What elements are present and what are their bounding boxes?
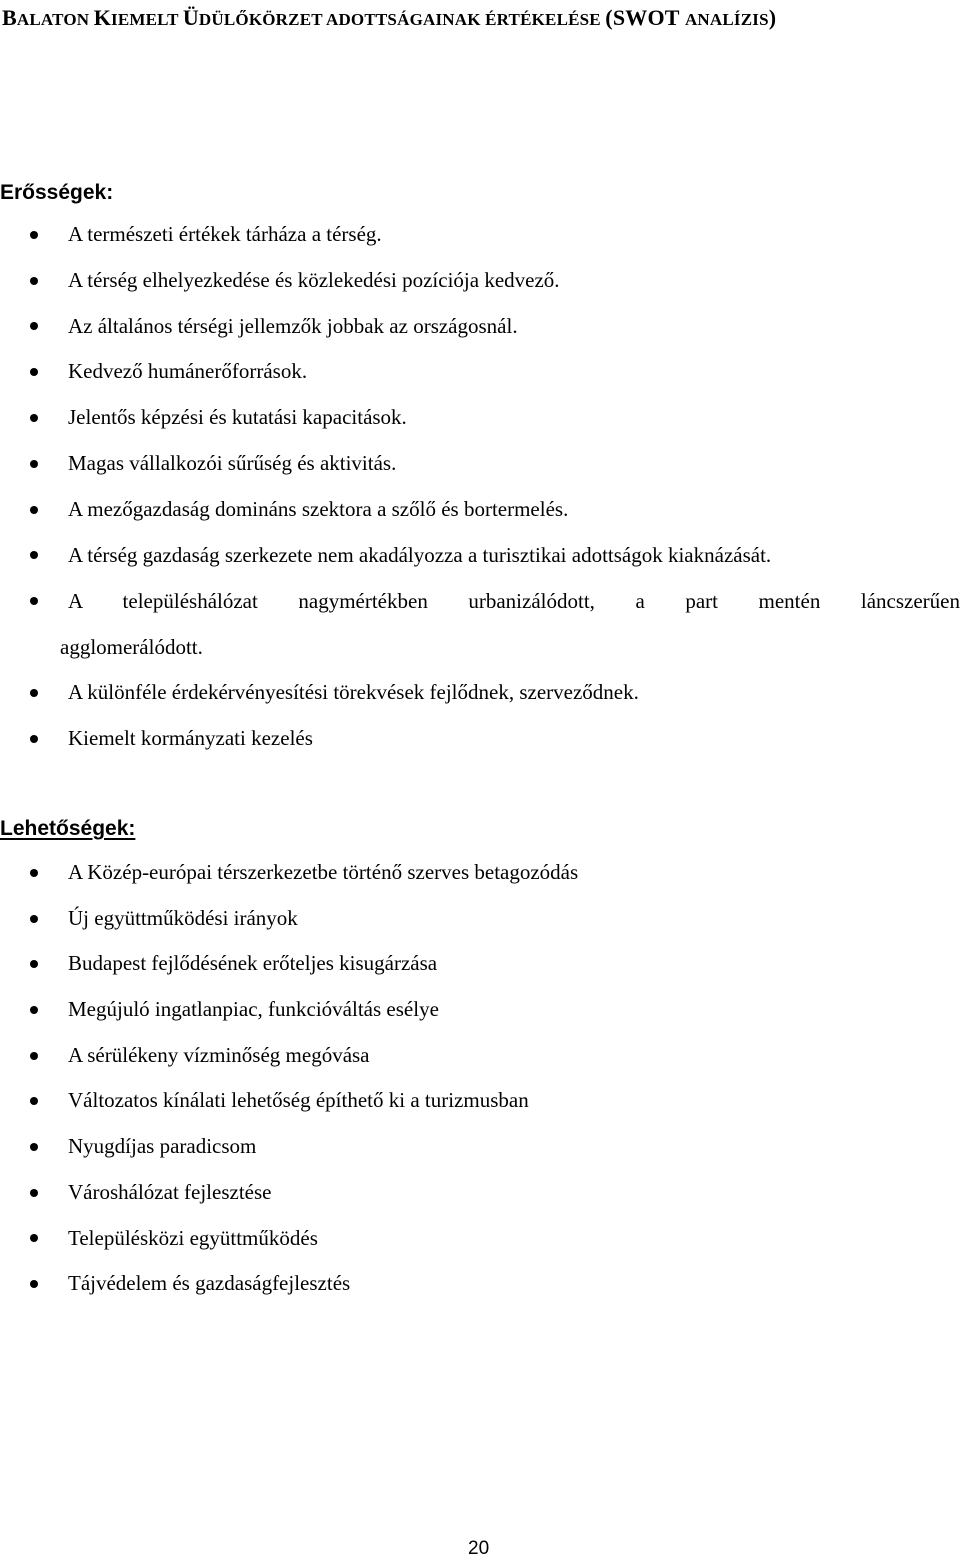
list-item-text: A térség elhelyezkedése és közlekedési pozíciója kedvező. [68, 267, 560, 292]
list-item-text: Budapest fejlődésének erőteljes kisugárzása [68, 951, 438, 976]
bullet-icon [30, 689, 38, 697]
opportunities-heading-text: Lehetőségek: [0, 817, 136, 840]
bullet-icon [30, 960, 38, 968]
bullet-icon [30, 460, 38, 468]
list-item-text: Kedvező humánerőforrások. [68, 359, 308, 384]
page-number: 20 [468, 1538, 490, 1559]
bullet-icon [30, 322, 38, 330]
list-item-text: Városhálózat fejlesztése [68, 1179, 272, 1204]
list-item [0, 1261, 960, 1307]
list-item-text: Településközi együttműködés [68, 1225, 318, 1250]
list-item [0, 670, 960, 716]
list-item-text: Jelentős képzési és kutatási kapacitások. [68, 405, 407, 430]
bullet-icon [30, 735, 38, 743]
list-item-text: Megújuló ingatlanpiac, funkcióváltás esélye [68, 997, 439, 1022]
bullet-icon [30, 869, 38, 877]
strengths-heading: Erősségek: [0, 181, 114, 204]
title-part: K [93, 5, 112, 30]
list-item-text: Kiemelt kormányzati kezelés [68, 726, 313, 751]
bullet-icon [30, 1097, 38, 1105]
bullet-icon [30, 1006, 38, 1014]
list-item-text: A mezőgazdaság domináns szektora a szőlő és bortermelés. [68, 496, 569, 521]
page-title [2, 5, 776, 31]
bullet-icon [30, 414, 38, 422]
list-item [0, 212, 960, 258]
list-item [0, 349, 960, 395]
list-item [0, 1170, 960, 1216]
list-item [0, 578, 960, 670]
title-part: B [2, 5, 17, 30]
list-item-text: Nyugdíjas paradicsom [68, 1134, 257, 1159]
list-item [0, 1078, 960, 1124]
list-item [0, 1033, 960, 1079]
list-item-text: Tájvédelem és gazdaságfejlesztés [68, 1271, 351, 1296]
opportunities-list [0, 850, 960, 1307]
title-part: IEMELT [111, 10, 183, 29]
list-item [0, 304, 960, 350]
list-item [0, 1124, 960, 1170]
list-item [0, 1216, 960, 1262]
list-item [0, 987, 960, 1033]
list-item [0, 941, 960, 987]
bullet-icon [30, 368, 38, 376]
opportunities-section [0, 814, 960, 1307]
title-part: ) [768, 5, 777, 30]
title-part: DÜLŐKÖRZET ADOTTSÁGAINAK ÉRTÉKELÉSE [198, 10, 606, 29]
list-item-text: Magas vállalkozói sűrűség és aktivitás. [68, 450, 397, 475]
title-part: (SWOT [605, 5, 685, 30]
bullet-icon [30, 231, 38, 239]
bullet-icon [30, 1189, 38, 1197]
bullet-icon [30, 1143, 38, 1151]
list-item-text: A Közép-európai térszerkezetbe történő szerves betagozódás [68, 860, 579, 884]
title-part: ALATON [16, 10, 94, 29]
list-item-text: A térség gazdaság szerkezete nem akadályozza a turisztikai adottságok kiaknázását. [68, 542, 772, 567]
strengths-list [0, 212, 960, 762]
list-item-text: A településhálózat nagymértékben urbanizálódott, a part mentén láncszerűen [68, 589, 960, 614]
list-item-text: A természeti értékek tárháza a térség. [68, 222, 382, 246]
list-item [0, 533, 960, 579]
bullet-icon [30, 915, 38, 923]
list-item-text: Az általános térségi jellemzők jobbak az országosnál. [68, 313, 518, 338]
bullet-icon [30, 1234, 38, 1242]
strengths-section [0, 178, 960, 762]
list-item [0, 258, 960, 304]
list-item-text: A különféle érdekérvényesítési törekvések fejlődnek, szerveződnek. [68, 680, 639, 705]
bullet-icon [30, 597, 38, 605]
list-item-text: Változatos kínálati lehetőség építhető ki a turizmusban [68, 1088, 529, 1113]
list-item [0, 716, 960, 762]
list-item [0, 896, 960, 942]
list-item-text: Új együttműködési irányok [68, 905, 298, 930]
opportunities-heading [0, 814, 960, 844]
list-item [0, 487, 960, 533]
list-item-text-continued: agglomerálódott. [60, 635, 203, 660]
bullet-icon [30, 1052, 38, 1060]
title-part: ANALÍZIS [684, 10, 769, 29]
bullet-icon [30, 551, 38, 559]
bullet-icon [30, 506, 38, 514]
list-item [0, 441, 960, 487]
bullet-icon [30, 277, 38, 285]
list-item-text: A sérülékeny vízminőség megóvása [68, 1042, 370, 1067]
title-part: Ü [182, 5, 199, 30]
bullet-icon [30, 1280, 38, 1288]
list-item [0, 395, 960, 441]
list-item [0, 850, 960, 896]
